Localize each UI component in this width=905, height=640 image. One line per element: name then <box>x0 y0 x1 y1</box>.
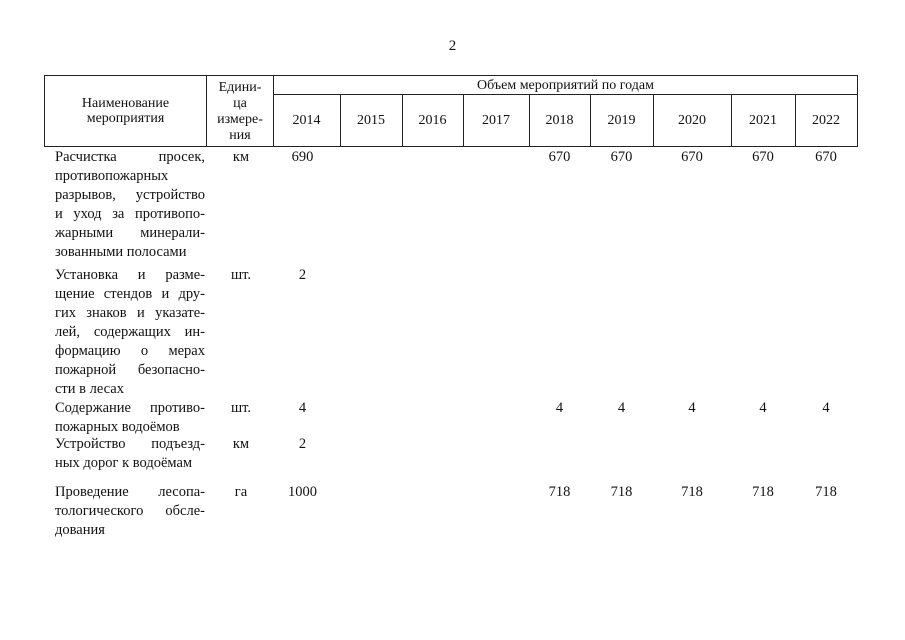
year-header-2017: 2017 <box>482 113 510 128</box>
year-header-2015: 2015 <box>357 113 385 128</box>
row-name-line: Расчистка просек, <box>55 149 205 165</box>
year-header-2019: 2019 <box>607 113 636 128</box>
column-header-volume: Объем мероприятий по годам <box>477 78 654 93</box>
row-name-line: пожарных водоёмов <box>55 419 180 435</box>
row-value-2022: 4 <box>822 400 830 416</box>
row-name-line: ных дорог к водоёмам <box>55 455 193 471</box>
header-name-line: Наименование <box>81 96 170 111</box>
table-top-border <box>44 75 857 76</box>
row-unit: шт. <box>230 267 252 283</box>
year-column-divider <box>463 94 464 147</box>
row-name-line: пожарной безопасно- <box>55 362 205 378</box>
row-unit: шт. <box>230 400 252 416</box>
year-header-2014: 2014 <box>292 113 321 128</box>
row-unit: га <box>234 484 248 500</box>
row-name-line: гих знаков и указате- <box>55 305 205 321</box>
header-unit-line: измере- <box>217 112 263 127</box>
row-value-2020: 4 <box>688 400 696 416</box>
row-name-line: зованными полосами <box>55 244 187 260</box>
row-name-line: Проведение лесопа- <box>55 484 205 500</box>
header-unit-line: ца <box>233 96 247 111</box>
row-name-line: и уход за противопо- <box>55 206 205 222</box>
year-column-divider <box>653 94 654 147</box>
header-unit-line: ния <box>229 128 251 143</box>
row-value-2014: 690 <box>291 149 314 165</box>
row-value-2018: 670 <box>548 149 571 165</box>
row-value-2018: 4 <box>555 400 564 416</box>
row-name-line: Установка и разме- <box>55 267 205 283</box>
row-name-line: Устройство подъезд- <box>55 436 205 452</box>
year-header-2016: 2016 <box>418 113 447 128</box>
year-header-2022: 2022 <box>812 113 840 128</box>
page-number: 2 <box>448 38 457 54</box>
row-value-2021: 670 <box>752 149 774 165</box>
row-name-line: Содержание противо- <box>55 400 205 416</box>
row-value-2021: 4 <box>759 400 767 416</box>
row-name <box>55 435 205 473</box>
row-unit: км <box>232 436 250 452</box>
row-name <box>55 148 205 262</box>
header-bottom-border <box>44 146 857 147</box>
row-value-2014: 2 <box>298 267 307 283</box>
row-value-2022: 670 <box>815 149 837 165</box>
row-value-2019: 718 <box>610 484 633 500</box>
row-name-line: сти в лесах <box>55 381 124 397</box>
row-name-line: лей, содержащих ин- <box>55 324 205 340</box>
row-value-2020: 718 <box>681 484 703 500</box>
row-value-2022: 718 <box>815 484 837 500</box>
row-name-line: тологического обсле- <box>55 503 205 519</box>
row-name <box>55 483 205 540</box>
column-header-name <box>45 96 206 126</box>
row-value-2019: 670 <box>610 149 633 165</box>
year-header-2018: 2018 <box>545 113 574 128</box>
column-header-unit <box>207 80 273 144</box>
row-value-2019: 4 <box>617 400 626 416</box>
year-column-divider <box>731 94 732 147</box>
table-right-border <box>857 75 858 147</box>
row-name-line: щение стендов и дру- <box>55 286 205 302</box>
row-value-2021: 718 <box>752 484 774 500</box>
year-header-2020: 2020 <box>678 113 706 128</box>
header-name-line: мероприятия <box>86 111 165 126</box>
row-name-line: разрывов, устройство <box>55 187 205 203</box>
row-value-2014: 2 <box>298 436 307 452</box>
years-header-divider <box>273 94 857 95</box>
row-name <box>55 266 205 399</box>
row-name-line: противопожарных <box>55 168 169 184</box>
row-name-line: дования <box>55 522 105 538</box>
row-name-line: формацию о мерах <box>55 343 205 359</box>
year-header-2021: 2021 <box>749 113 777 128</box>
row-value-2014: 4 <box>298 400 307 416</box>
row-value-2014: 1000 <box>288 484 317 500</box>
row-value-2020: 670 <box>681 149 703 165</box>
row-name-line: жарными минерали- <box>55 225 205 241</box>
row-name <box>55 399 205 437</box>
row-unit: км <box>232 149 250 165</box>
row-value-2018: 718 <box>548 484 571 500</box>
header-unit-line: Едини- <box>218 80 262 95</box>
